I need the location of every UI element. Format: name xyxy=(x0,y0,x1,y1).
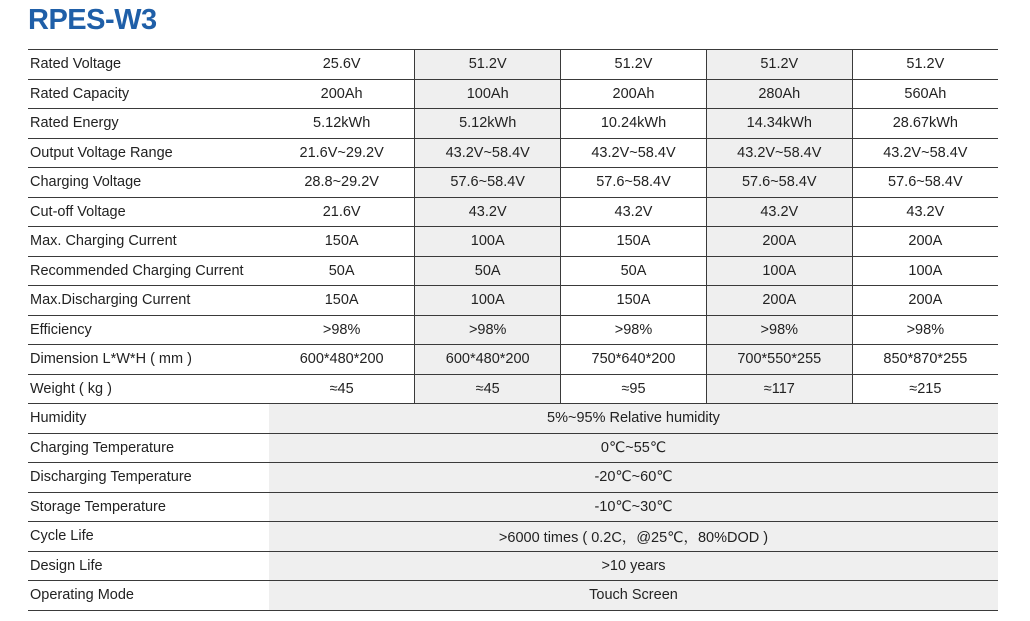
table-cell: ≈45 xyxy=(269,374,415,404)
table-cell: 150A xyxy=(561,286,707,316)
table-cell: ≈45 xyxy=(415,374,561,404)
table-cell: 100A xyxy=(852,256,998,286)
table-cell: 50A xyxy=(561,256,707,286)
row-label: Storage Temperature xyxy=(28,492,269,522)
table-cell: 200A xyxy=(706,286,852,316)
table-cell: 43.2V xyxy=(561,197,707,227)
table-row xyxy=(28,522,998,552)
table-cell: 21.6V~29.2V xyxy=(269,138,415,168)
table-row xyxy=(28,168,998,198)
table-cell: 50A xyxy=(415,256,561,286)
table-cell: 51.2V xyxy=(561,50,707,80)
table-cell: 150A xyxy=(561,227,707,257)
table-row xyxy=(28,197,998,227)
table-cell: >98% xyxy=(415,315,561,345)
table-cell: ≈215 xyxy=(852,374,998,404)
row-label: Recommended Charging Current xyxy=(28,256,269,286)
table-cell: 57.6~58.4V xyxy=(706,168,852,198)
table-cell: 850*870*255 xyxy=(852,345,998,375)
page-title: RPES-W3 xyxy=(28,4,157,36)
row-label: Max. Charging Current xyxy=(28,227,269,257)
table-cell: >98% xyxy=(269,315,415,345)
row-label: Charging Voltage xyxy=(28,168,269,198)
table-cell-merged: Touch Screen xyxy=(269,581,998,611)
table-cell: 51.2V xyxy=(415,50,561,80)
table-cell: >98% xyxy=(706,315,852,345)
table-cell: 28.67kWh xyxy=(852,109,998,139)
table-cell: 43.2V~58.4V xyxy=(415,138,561,168)
table-cell: 750*640*200 xyxy=(561,345,707,375)
table-row xyxy=(28,109,998,139)
table-cell: 50A xyxy=(269,256,415,286)
table-cell: >98% xyxy=(852,315,998,345)
table-cell: 150A xyxy=(269,227,415,257)
table-cell: 200Ah xyxy=(561,79,707,109)
table-cell: 14.34kWh xyxy=(706,109,852,139)
row-label: Rated Energy xyxy=(28,109,269,139)
table-row xyxy=(28,345,998,375)
row-label: Discharging Temperature xyxy=(28,463,269,493)
table-cell: 57.6~58.4V xyxy=(561,168,707,198)
table-cell-merged: -20℃~60℃ xyxy=(269,463,998,493)
table-row xyxy=(28,256,998,286)
row-label: Humidity xyxy=(28,404,269,434)
table-row xyxy=(28,463,998,493)
row-label: Cycle Life xyxy=(28,522,269,552)
table-cell: 57.6~58.4V xyxy=(852,168,998,198)
table-row xyxy=(28,374,998,404)
table-cell-merged: -10℃~30℃ xyxy=(269,492,998,522)
table-cell-merged: 5%~95% Relative humidity xyxy=(269,404,998,434)
table-cell: 43.2V~58.4V xyxy=(706,138,852,168)
table-cell: 28.8~29.2V xyxy=(269,168,415,198)
table-cell: 43.2V xyxy=(852,197,998,227)
table-cell: 51.2V xyxy=(852,50,998,80)
table-cell: 100A xyxy=(706,256,852,286)
table-cell: 600*480*200 xyxy=(415,345,561,375)
table-cell: 600*480*200 xyxy=(269,345,415,375)
table-cell-merged: >10 years xyxy=(269,551,998,581)
table-cell: 5.12kWh xyxy=(415,109,561,139)
row-label: Dimension L*W*H ( mm ) xyxy=(28,345,269,375)
table-cell: ≈117 xyxy=(706,374,852,404)
table-cell: 57.6~58.4V xyxy=(415,168,561,198)
row-label: Weight ( kg ) xyxy=(28,374,269,404)
table-cell: 10.24kWh xyxy=(561,109,707,139)
table-row xyxy=(28,404,998,434)
table-row xyxy=(28,433,998,463)
table-cell-merged: >6000 times ( 0.2C，@25℃，80%DOD ) xyxy=(269,522,998,552)
table-row xyxy=(28,492,998,522)
table-cell: 200A xyxy=(706,227,852,257)
table-cell: 700*550*255 xyxy=(706,345,852,375)
table-cell: 43.2V xyxy=(706,197,852,227)
table-cell: 200Ah xyxy=(269,79,415,109)
table-cell: 560Ah xyxy=(852,79,998,109)
row-label: Efficiency xyxy=(28,315,269,345)
table-cell: 43.2V~58.4V xyxy=(561,138,707,168)
row-label: Rated Voltage xyxy=(28,50,269,80)
table-row xyxy=(28,138,998,168)
row-label: Operating Mode xyxy=(28,581,269,611)
row-label: Design Life xyxy=(28,551,269,581)
table-cell: 150A xyxy=(269,286,415,316)
table-cell: >98% xyxy=(561,315,707,345)
table-row xyxy=(28,286,998,316)
table-row xyxy=(28,581,998,611)
row-label: Rated Capacity xyxy=(28,79,269,109)
row-label: Max.Discharging Current xyxy=(28,286,269,316)
table-cell: 100Ah xyxy=(415,79,561,109)
table-row xyxy=(28,50,998,80)
row-label: Output Voltage Range xyxy=(28,138,269,168)
spec-table xyxy=(28,49,998,611)
table-row xyxy=(28,551,998,581)
table-row xyxy=(28,227,998,257)
table-cell: 280Ah xyxy=(706,79,852,109)
table-cell: 100A xyxy=(415,227,561,257)
table-cell: ≈95 xyxy=(561,374,707,404)
table-cell: 200A xyxy=(852,286,998,316)
table-row xyxy=(28,79,998,109)
table-cell: 25.6V xyxy=(269,50,415,80)
table-cell-merged: 0℃~55℃ xyxy=(269,433,998,463)
table-cell: 100A xyxy=(415,286,561,316)
table-cell: 51.2V xyxy=(706,50,852,80)
table-cell: 200A xyxy=(852,227,998,257)
table-cell: 5.12kWh xyxy=(269,109,415,139)
table-cell: 21.6V xyxy=(269,197,415,227)
row-label: Cut-off Voltage xyxy=(28,197,269,227)
row-label: Charging Temperature xyxy=(28,433,269,463)
table-row xyxy=(28,315,998,345)
table-cell: 43.2V xyxy=(415,197,561,227)
table-cell: 43.2V~58.4V xyxy=(852,138,998,168)
